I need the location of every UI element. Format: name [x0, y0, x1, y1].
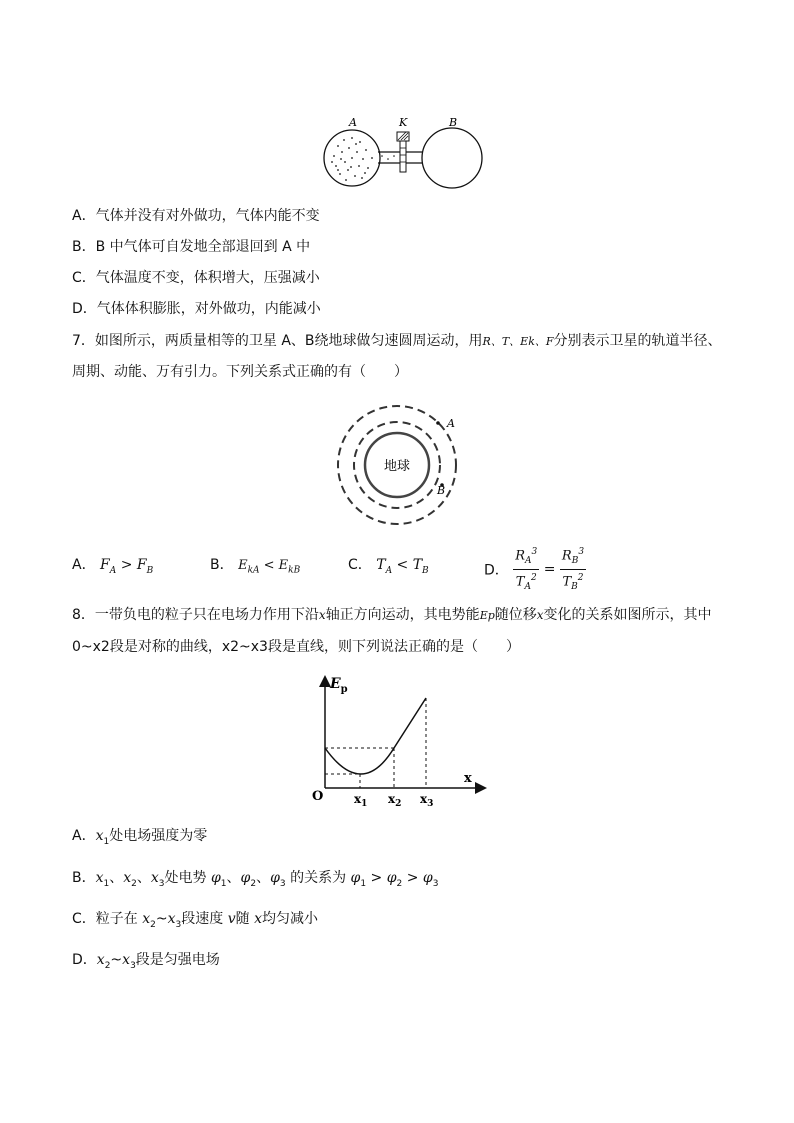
q7-option-d-frac-right: $\frac{R_B^3}{T_B^2}$ — [560, 544, 586, 595]
q7-option-b — [210, 554, 300, 576]
q8-stem-line1 — [72, 605, 712, 626]
q8-option-d: D．$x_2\sim x_3$段是匀强电场 — [72, 952, 220, 971]
q8-stem-part1: 8．一带负电的粒子只在电场力作用下沿 — [72, 607, 319, 623]
q8-option-a: A．$x_1$处电场强度为零 — [72, 828, 208, 847]
satellite-a — [436, 421, 440, 425]
q8-stem-part2: 轴正方向运动，其电势能 — [325, 607, 480, 623]
q8-stem-x2: x — [536, 608, 544, 622]
origin-label: O — [312, 789, 324, 804]
q7-option-d-frac-left: $\frac{R_A^3}{T_A^2}$ — [513, 544, 539, 595]
q8-option-b: B．$x_1$、$x_2$、$x_3$处电势 $\varphi_1$、$\varphi_2$、$\varphi_3$ 的关系为 $\varphi_1 > \varphi_2 > \varphi_3$ — [72, 870, 439, 889]
q7-options — [72, 547, 732, 592]
q7-option-a-prefix: A． — [72, 557, 96, 573]
q7-stem-line2: 周期、动能、万有引力。下列关系式正确的有（ ） — [72, 364, 408, 380]
orbit-figure — [330, 398, 464, 530]
q8-stem-part3: 随位移 — [494, 607, 537, 623]
q6-option-d: D．气体体积膨胀，对外做功，内能减小 — [72, 301, 321, 317]
q6-option-c: C．气体温度不变，体积增大，压强减小 — [72, 270, 320, 286]
satellite-a-label: A — [447, 417, 455, 430]
q8-stem-x1: x — [318, 608, 326, 622]
label-a: A — [349, 116, 357, 129]
tube-dots — [381, 155, 395, 160]
ep-graph — [306, 672, 496, 812]
gas-bulbs-figure — [318, 112, 488, 192]
q7-option-b-prefix: B． — [210, 557, 234, 573]
q8-stem-line2: 0~x2段是对称的曲线，x2~x3段是直线，则下列说法正确的是（ ） — [72, 639, 520, 655]
q7-option-a-formula: $F_A > F_B$ — [100, 557, 154, 576]
label-b: B — [449, 116, 458, 129]
guide-lines — [325, 698, 426, 788]
q7-stem-part2: 分别表示卫星的轨道半径、 — [553, 333, 722, 349]
earth-label: 地球 — [383, 459, 411, 474]
satellite-b-label: B — [437, 484, 446, 497]
tick-x1: $x_1$ — [354, 792, 368, 809]
q6-option-b: B．B 中气体可自发地全部退回到 A 中 — [72, 239, 311, 255]
x-axis-label: x — [464, 771, 472, 786]
q7-option-d: D． $\frac{R_A^3}{T_A^2}$ = $\frac{R_B^3}{T_B^2}$ — [484, 544, 586, 595]
q7-stem-vars: R、T、Ek、F — [482, 335, 554, 348]
q8-stem-part4: 变化的关系如图所示，其中 — [543, 607, 712, 623]
q7-option-c-prefix: C． — [348, 557, 372, 573]
ep-curve — [325, 698, 426, 774]
q7-stem-line1 — [72, 331, 722, 352]
q8-option-c: C．粒子在 $x_2\sim x_3$段速度 v随 x均匀减小 — [72, 911, 318, 930]
y-axis-label: $E_p$ — [330, 676, 348, 695]
q7-option-b-formula: $E_{kA} < E_{kB}$ — [238, 558, 301, 576]
q7-option-c-formula: $T_A < T_B$ — [376, 557, 429, 576]
q6-option-a: A．气体并没有对外做功，气体内能不变 — [72, 208, 320, 224]
q7-stem-part1: 7．如图所示，两质量相等的卫星 A、B绕地球做匀速圆周运动，用 — [72, 333, 483, 349]
q7-option-a — [72, 554, 153, 576]
tick-x3: $x_3$ — [420, 792, 434, 809]
q7-option-c — [348, 554, 429, 576]
q7-option-d-prefix: D． — [484, 562, 509, 579]
label-k: K — [399, 116, 408, 129]
tick-x2: $x_2$ — [388, 792, 402, 809]
q8-stem-ep: Ep — [479, 609, 495, 622]
